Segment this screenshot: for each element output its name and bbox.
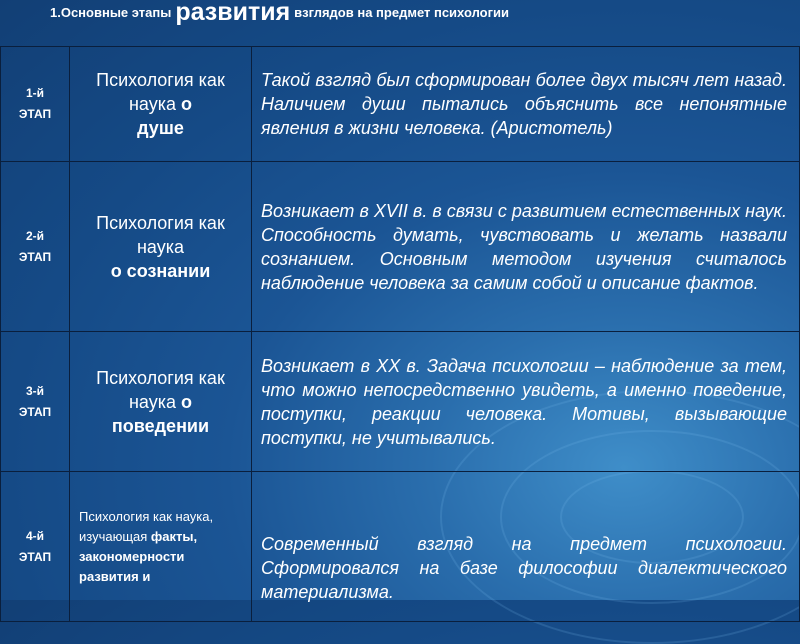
stage-description: Возникает в XX в. Задача психологии – наблюдение за тем, что можно непосредственно увидеть, а именно поведение, поступки, реакции человека. Мотивы, вызывающие поступки, не учитывались. xyxy=(252,332,800,472)
stage-word: ЭТАП xyxy=(18,107,52,121)
stage-name-cell xyxy=(70,472,252,622)
stage-number: 4-й xyxy=(25,528,45,543)
slide-title xyxy=(0,0,800,46)
title-emphasis: развития xyxy=(175,0,291,26)
stage-description: Возникает в XVII в. в связи с развитием естественных наук. Способность думать, чувствовать и желать назвали сознанием. Основным методом изучения считалось наблюдение человека за самим собой и описание фактов. xyxy=(252,162,800,332)
stage-name-plain: Психология как наука xyxy=(96,367,225,412)
stage-description: Современный взгляд на предмет психологии. Сформировался на базе философии диалектического материализма. xyxy=(252,472,800,622)
stage-cell xyxy=(1,332,70,472)
stages-table xyxy=(0,46,800,622)
stage-name-bold: о сознании xyxy=(110,260,211,281)
stage-name-bold: душе xyxy=(137,118,184,138)
stage-number: 2-й xyxy=(25,228,45,243)
stage-number: 3-й xyxy=(25,383,45,398)
stage-name-cell xyxy=(70,332,252,472)
stage-name-cell xyxy=(70,47,252,162)
stage-name-bold: факты, закономерности развития и xyxy=(79,528,198,584)
stage-name-bold-inline: о xyxy=(181,391,193,412)
stage-name-plain: Психология как наука, изучающая xyxy=(79,508,214,544)
table-row xyxy=(1,332,800,472)
stage-number: 1-й xyxy=(25,86,45,100)
table-row xyxy=(1,47,800,162)
stage-name-cell xyxy=(70,162,252,332)
stage-cell xyxy=(1,47,70,162)
stage-word: ЭТАП xyxy=(18,549,52,564)
table-row xyxy=(1,472,800,622)
stage-word: ЭТАП xyxy=(18,249,52,264)
stage-description: Такой взгляд был сформирован более двух тысяч лет назад. Наличием души пытались объяснить все непонятные явления в жизни человека. (Аристотель) xyxy=(252,47,800,162)
stage-name-bold-inline: о xyxy=(181,94,193,114)
stage-name-plain: Психология как наука xyxy=(96,212,225,257)
title-suffix: взглядов на предмет психологии xyxy=(294,5,510,20)
stage-name-bold: поведении xyxy=(111,415,210,436)
stage-cell xyxy=(1,472,70,622)
stage-cell xyxy=(1,162,70,332)
title-prefix: 1.Основные этапы xyxy=(50,5,172,20)
stage-word: ЭТАП xyxy=(18,404,52,419)
table-row xyxy=(1,162,800,332)
stage-name-plain: Психология как наука xyxy=(96,70,225,114)
